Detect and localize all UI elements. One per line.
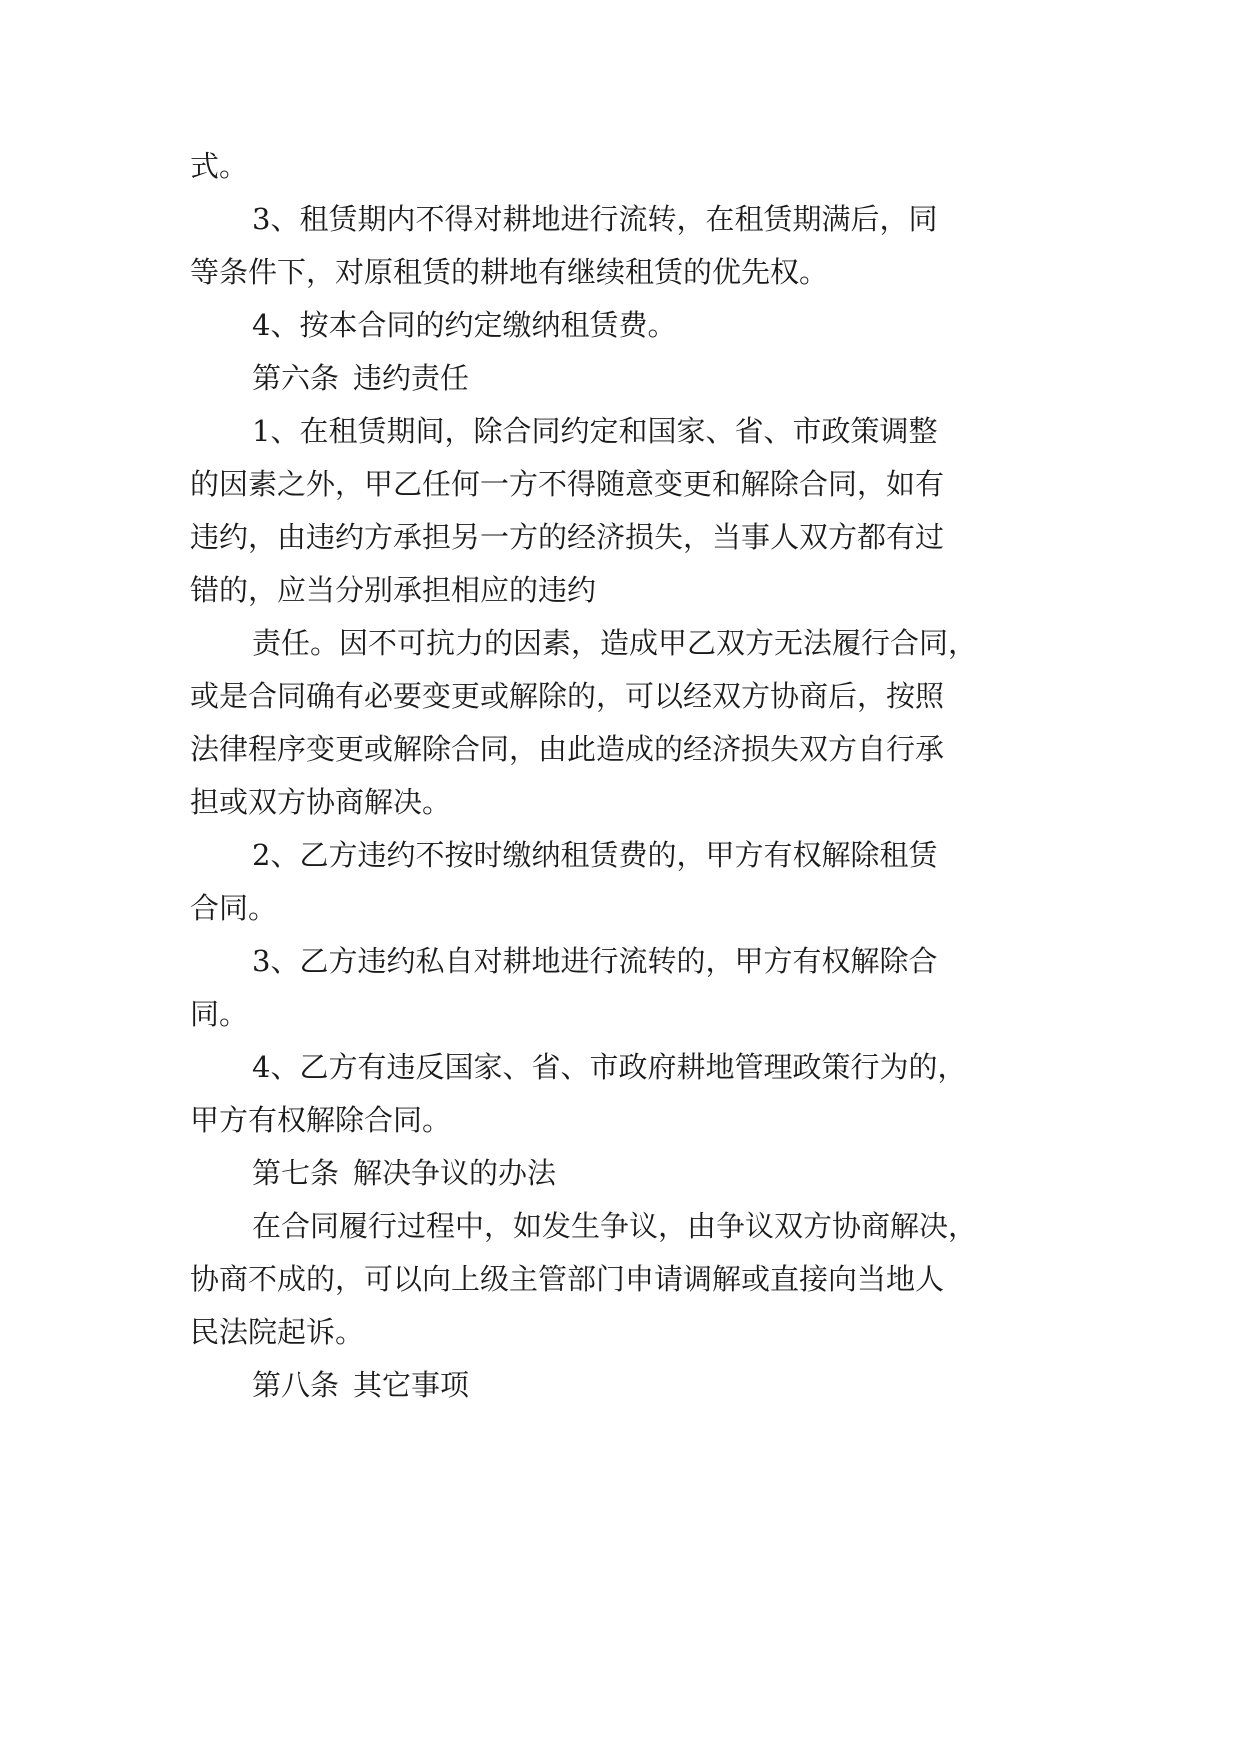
text-line: 1、在租赁期间，除合同约定和国家、省、市政策调整 — [252, 414, 938, 448]
section-heading — [252, 1365, 1070, 1405]
text-line: 3、租赁期内不得对耕地进行流转，在租赁期满后，同 — [252, 202, 938, 236]
text-line: 责任。因不可抗力的因素，造成甲乙双方无法履行合同， — [252, 626, 978, 660]
text-line: 在合同履行过程中，如发生争议，由争议双方协商解决， — [252, 1209, 978, 1243]
text-line: 甲方有权解除合同。 — [190, 1103, 452, 1137]
text-line: 3、乙方违约私自对耕地进行流转的，甲方有权解除合 — [252, 944, 938, 978]
text-line: 4、按本合同的约定缴纳租赁费。 — [252, 308, 677, 342]
text-line: 的因素之外，甲乙任何一方不得随意变更和解除合同，如有 — [190, 467, 945, 501]
article-number: 第八条 — [252, 1368, 340, 1402]
text-line: 同。 — [190, 997, 249, 1031]
text-line: 错的，应当分别承担相应的违约 — [190, 573, 597, 607]
text-line: 违约，由违约方承担另一方的经济损失，当事人双方都有过 — [190, 520, 945, 554]
text-line: 式。 — [190, 149, 249, 183]
section-heading — [252, 358, 1070, 398]
text-line: 民法院起诉。 — [190, 1315, 365, 1349]
article-title: 解决争议的办法 — [353, 1156, 557, 1190]
text-line: 担或双方协商解决。 — [190, 785, 452, 819]
article-title: 违约责任 — [353, 361, 470, 395]
text-line: 协商不成的，可以向上级主管部门申请调解或直接向当地人 — [190, 1262, 945, 1296]
article-number: 第六条 — [252, 361, 340, 395]
text-line: 4、乙方有违反国家、省、市政府耕地管理政策行为的， — [252, 1050, 967, 1084]
text-line: 法律程序变更或解除合同，由此造成的经济损失双方自行承 — [190, 732, 945, 766]
text-line: 或是合同确有必要变更或解除的，可以经双方协商后，按照 — [190, 679, 945, 713]
text-line: 2、乙方违约不按时缴纳租赁费的，甲方有权解除租赁 — [252, 838, 938, 872]
article-number: 第七条 — [252, 1156, 340, 1190]
section-heading — [252, 1153, 1070, 1193]
article-title: 其它事项 — [353, 1368, 470, 1402]
text-line: 合同。 — [190, 891, 278, 925]
text-line: 等条件下，对原租赁的耕地有继续租赁的优先权。 — [190, 255, 829, 289]
